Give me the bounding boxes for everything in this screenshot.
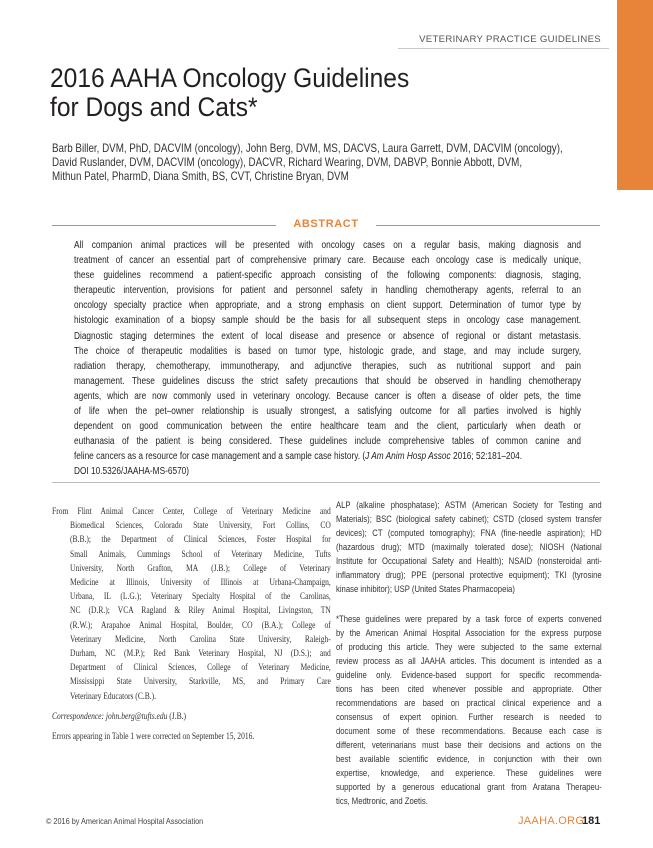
abstract-line-with-citation: feline cancers as a resource for case management and a sample case history. (J Am Anim Hosp Assoc 2016; 52:181–204. xyxy=(74,451,523,463)
journal-url-link[interactable]: JAAHA.ORG xyxy=(518,815,585,827)
abstract-line: treatment of cancer an essential part of comprehensive primary care. Because each oncology case is medically unique, xyxy=(74,255,581,267)
abstract-line: of life when the pet–owner relationship is usually strongest, a satisfying outcome for all parties involved is highly xyxy=(74,406,581,418)
affiliation-line: Durham, NC (M.P.); Red Bank Veterinary Hospital, NJ (D.S.); and xyxy=(70,648,331,659)
abstract-line: Diagnostic staging determines the extent of local disease and presence or absence of regional or distant metastasis. xyxy=(74,330,581,342)
correspondence-email: john.berg@tufts.edu xyxy=(105,710,168,721)
affiliation-line: NC (D.R.); VCA Ragland & Riley Animal Hospital, Livingston, TN xyxy=(70,605,331,616)
abstract-line: The choice of therapeutic modalities is based on tumor type, histologic grade, and stage, and may include surgery, xyxy=(74,345,581,357)
abbreviation-line: inflammatory drug); PPE (personal protective equipment); TKI (tyrosine xyxy=(336,569,602,580)
abstract-line: dependent on good communication between the entire healthcare team and the client, particularly when death or xyxy=(74,421,581,433)
abstract-line: therapeutic intervention, provisions for patient and personnel safety in handling chemotherapy agents, referral to an xyxy=(74,285,581,297)
section-color-tab xyxy=(617,0,653,190)
affiliation-line: Biomedical Sciences, Colorado State University, Fort Collins, CO xyxy=(70,520,331,531)
errata-note: Errors appearing in Table 1 were corrected on September 15, 2016. xyxy=(52,731,255,742)
abbreviation-line: Materials); BSC (biological safety cabinet); CSTD (closed system transfer xyxy=(336,513,602,524)
affiliation-line: Small Animals, Cummings School of Veterinary Medicine, Tufts xyxy=(70,548,331,559)
abbreviation-line: devices); CT (computed tomography); FNA (fine-needle aspiration); HD xyxy=(336,527,602,538)
abstract-header xyxy=(52,218,600,232)
article-title xyxy=(50,64,523,122)
correspondence xyxy=(52,709,331,723)
affiliation-line: (B.B.); the Department of Clinical Sciences, Foster Hospital for xyxy=(70,534,331,545)
abstract-line: agents, which are now commonly used in veterinary oncology. Because cancer is often a disease of older pets, the time xyxy=(74,390,581,402)
spacer xyxy=(336,596,602,612)
page-number: 181 xyxy=(582,815,601,827)
footnote-line: tions has been cited whenever possible and appropriate. Other xyxy=(336,683,602,694)
footnote-line: supported by a generous educational grant from Aratana Therapeu- xyxy=(336,781,602,792)
title-line: 2016 AAHA Oncology Guidelines xyxy=(50,63,410,93)
footnote-line: expertise, knowledge, and experience. These guidelines were xyxy=(336,767,602,778)
author-line: Barb Biller, DVM, PhD, DACVIM (oncology), John Berg, DVM, MS, DACVS, Laura Garrett, DVM, DACVIM (oncology), xyxy=(52,142,563,155)
abbreviation-line: Institute for Occupational Safety and Health); NSAID (nonsteroidal anti- xyxy=(336,555,602,566)
correspondence-initials: (J.B.) xyxy=(169,710,187,721)
affiliation-line: University, North Grafton, MA (J.B.); College of Veterinary xyxy=(70,562,331,573)
abstract-text xyxy=(74,238,581,480)
correspondence-label: Correspondence: xyxy=(52,710,105,721)
affiliation-line: Veterinary Educators (C.B.). xyxy=(70,690,157,701)
affiliation-line: Urbana, IL (L.G.); Veterinary Specialty Hospital of the Carolinas, xyxy=(70,591,331,602)
abstract-bottom-rule xyxy=(52,482,600,483)
abstract-rule-left xyxy=(52,225,276,226)
abstract-rule-right xyxy=(376,225,600,226)
footnote-line: by the American Animal Hospital Association for the express purpose xyxy=(336,627,602,638)
footnote-line: best available scientific evidence, in conjunction with their own xyxy=(336,753,602,764)
notes-column xyxy=(336,498,602,808)
footnote-line: consensus of expert opinion. Further research is needed to xyxy=(336,711,602,722)
page-footer xyxy=(46,815,606,829)
affiliations-column xyxy=(52,504,331,743)
affiliation-line: Mississippi State University, Starkville, MS, and Primary Care xyxy=(70,676,331,687)
affiliation-line: Veterinary Medicine, North Carolina State University, Raleigh- xyxy=(70,633,331,644)
footnote-line: *These guidelines were prepared by a task force of experts convened xyxy=(336,613,602,624)
running-head-rule xyxy=(398,48,609,49)
affiliation-line: Department of Clinical Sciences, College of Veterinary Medicine, xyxy=(70,662,331,673)
title-line: for Dogs and Cats* xyxy=(50,92,258,122)
footnote-line: document some of these recommendations. Because each case is xyxy=(336,725,602,736)
abstract-line: radiation therapy, chemotherapy, immunotherapy, and adjunctive therapies, such as nutritional support and pain xyxy=(74,360,581,372)
abstract-line: these guidelines recommend a patient-specific approach consisting of the following components: diagnosis, staging, xyxy=(74,270,581,282)
abbreviation-line: (hazardous drug); MTD (maximally tolerated dose); NIOSH (National xyxy=(336,541,602,552)
footnote-line: tics, Medtronic, and Zoetis. xyxy=(336,795,428,806)
affiliation-line: From Flint Animal Cancer Center, College of Veterinary Medicine and xyxy=(52,506,331,516)
running-head: VETERINARY PRACTICE GUIDELINES xyxy=(419,34,601,45)
footnote-line: guideline only. Evidence-based support for specific recommenda- xyxy=(336,669,602,680)
footnote-line: review process as all JAAHA articles. This document is intended as a xyxy=(336,655,602,666)
abstract-line: euthanasia of the patient is being considered. These guidelines include comprehensive tables of common canine and xyxy=(74,436,581,448)
abstract-heading: ABSTRACT xyxy=(293,218,359,230)
affiliation-line: (R.W.); Arapahoe Animal Hospital, Boulder, CO (B.A.); College of xyxy=(70,619,331,630)
author-line: David Ruslander, DVM, DACVIM (oncology), DACVR, Richard Wearing, DVM, DABVP, Bonnie Abbott, DVM, xyxy=(52,156,523,170)
citation-details: 2016; 52:181–204. xyxy=(450,451,523,463)
footnote-line: different, veterinarians must base their decisions and actions on the xyxy=(336,739,602,750)
author-line: Mithun Patel, PharmD, Diana Smith, BS, CVT, Christine Bryan, DVM xyxy=(52,170,349,184)
abstract-line: histologic examination of a biopsy sample should be the basis for all subsequent steps in oncology case management. xyxy=(74,315,581,327)
abstract-line: feline cancers as a resource for case management and a sample case history. xyxy=(74,451,361,463)
abbreviation-line: ALP (alkaline phosphatase); ASTM (American Society for Testing and xyxy=(336,499,602,510)
author-list xyxy=(52,142,593,185)
footnote-line: of producing this article. They were subjected to the same external xyxy=(336,641,602,652)
abbreviation-line: kinase inhibitor); USP (United States Pharmacopeia) xyxy=(336,583,515,594)
affiliation-line: Medicine at Illinois, University of Illinois at Urbana-Champaign, xyxy=(70,577,331,588)
abstract-line: oncology specialty practice when appropriate, and a strong emphasis on client support. Determination of tumor type by xyxy=(74,300,581,312)
abstract-line: All companion animal practices will be presented with oncology cases on a regular basis, making diagnosis and xyxy=(74,240,581,251)
footnote-line: recommendations are based on practical clinical experience and a xyxy=(336,697,602,708)
copyright: © 2016 by American Animal Hospital Association xyxy=(46,816,204,826)
abstract-line: management. These guidelines discuss the strict safety precautions that should be observed in handling chemotherapy xyxy=(74,375,581,387)
doi: DOI 10.5326/JAAHA-MS-6570) xyxy=(74,466,190,478)
journal-name: J Am Anim Hosp Assoc xyxy=(365,451,451,463)
